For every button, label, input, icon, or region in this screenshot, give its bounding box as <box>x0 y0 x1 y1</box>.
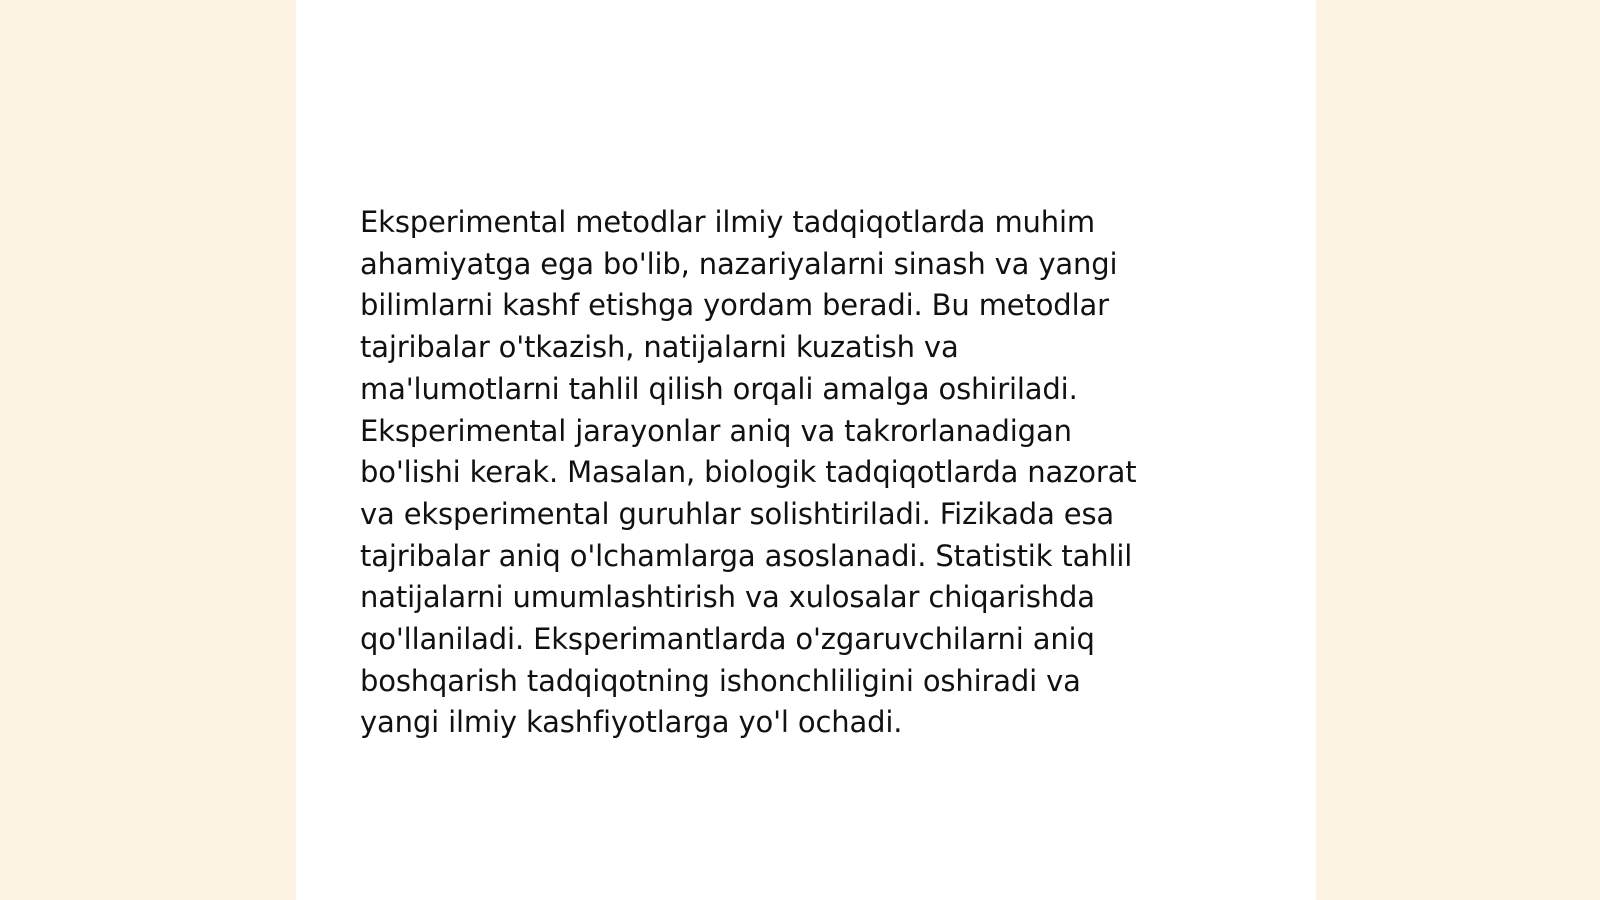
paragraph-line: bo'lishi kerak. Masalan, biologik tadqiqotlarda nazorat <box>360 455 1137 490</box>
left-margin-panel <box>0 0 296 900</box>
paragraph-line: qo'llaniladi. Eksperimantlarda o'zgaruvchilarni aniq <box>360 622 1095 657</box>
paragraph-line: tajribalar o'tkazish, natijalarni kuzatish va <box>360 330 959 365</box>
paragraph-line: bilimlarni kashf etishga yordam beradi. Bu metodlar <box>360 288 1109 323</box>
paragraph-line: Eksperimental jarayonlar aniq va takrorlanadigan <box>360 413 1072 448</box>
paragraph-line: yangi ilmiy kashfiyotlarga yo'l ochadi. <box>360 705 903 740</box>
paragraph-line: va eksperimental guruhlar solishtiriladi. Fizikada esa <box>360 496 1115 531</box>
paragraph-line: Eksperimental metodlar ilmiy tadqiqotlarda muhim <box>360 205 1096 239</box>
paragraph-line: tajribalar aniq o'lchamlarga asoslanadi. Statistik tahlil <box>360 538 1133 573</box>
paragraph-line: ahamiyatga ega bo'lib, nazariyalarni sinash va yangi <box>360 246 1118 281</box>
body-paragraph <box>360 202 1260 744</box>
paragraph-line: boshqarish tadqiqotning ishonchliligini oshiradi va <box>360 663 1081 698</box>
paragraph-line: ma'lumotlarni tahlil qilish orqali amalga oshiriladi. <box>360 371 1078 406</box>
paragraph-line: natijalarni umumlashtirish va xulosalar chiqarishda <box>360 580 1095 615</box>
right-margin-panel <box>1316 0 1600 900</box>
document-page <box>296 0 1316 900</box>
